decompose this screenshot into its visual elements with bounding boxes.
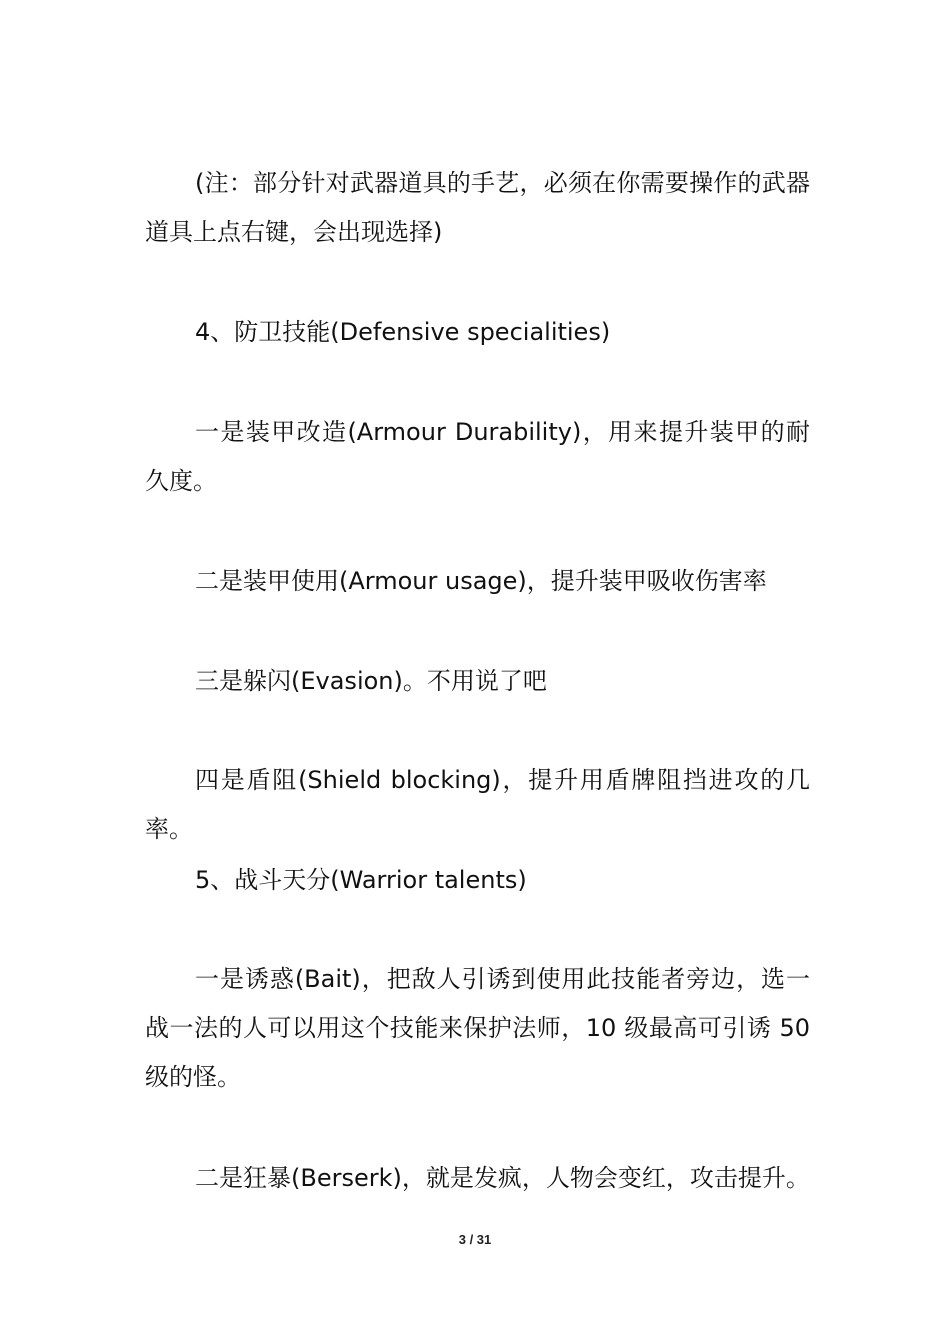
page-number: 3 / 31 [458,1232,492,1247]
paragraph-note: (注：部分针对武器道具的手艺，必须在你需要操作的武器道具上点右键，会出现选择) [145,169,810,246]
heading-defensive-specialities: 4、防卫技能(Defensive specialities) [195,318,611,346]
paragraph-armour-usage: 二是装甲使用(Armour usage)，提升装甲吸收伤害率 [195,567,767,595]
paragraph-bait: 一是诱惑(Bait)，把敌人引诱到使用此技能者旁边，选一战一法的人可以用这个技能来保护法师，10 级最高可引诱 50 级的怪。 [145,965,810,1091]
heading-warrior-talents: 5、战斗天分(Warrior talents) [195,866,527,894]
paragraph-shield-blocking: 四是盾阻(Shield blocking)，提升用盾牌阻挡进攻的几率。 [145,766,810,843]
paragraph-armour-durability: 一是装甲改造(Armour Durability)，用来提升装甲的耐久度。 [145,418,810,495]
paragraph-evasion: 三是躲闪(Evasion)。不用说了吧 [195,667,547,695]
paragraph-berserk: 二是狂暴(Berserk)，就是发疯，人物会变红，攻击提升。 [195,1164,810,1192]
